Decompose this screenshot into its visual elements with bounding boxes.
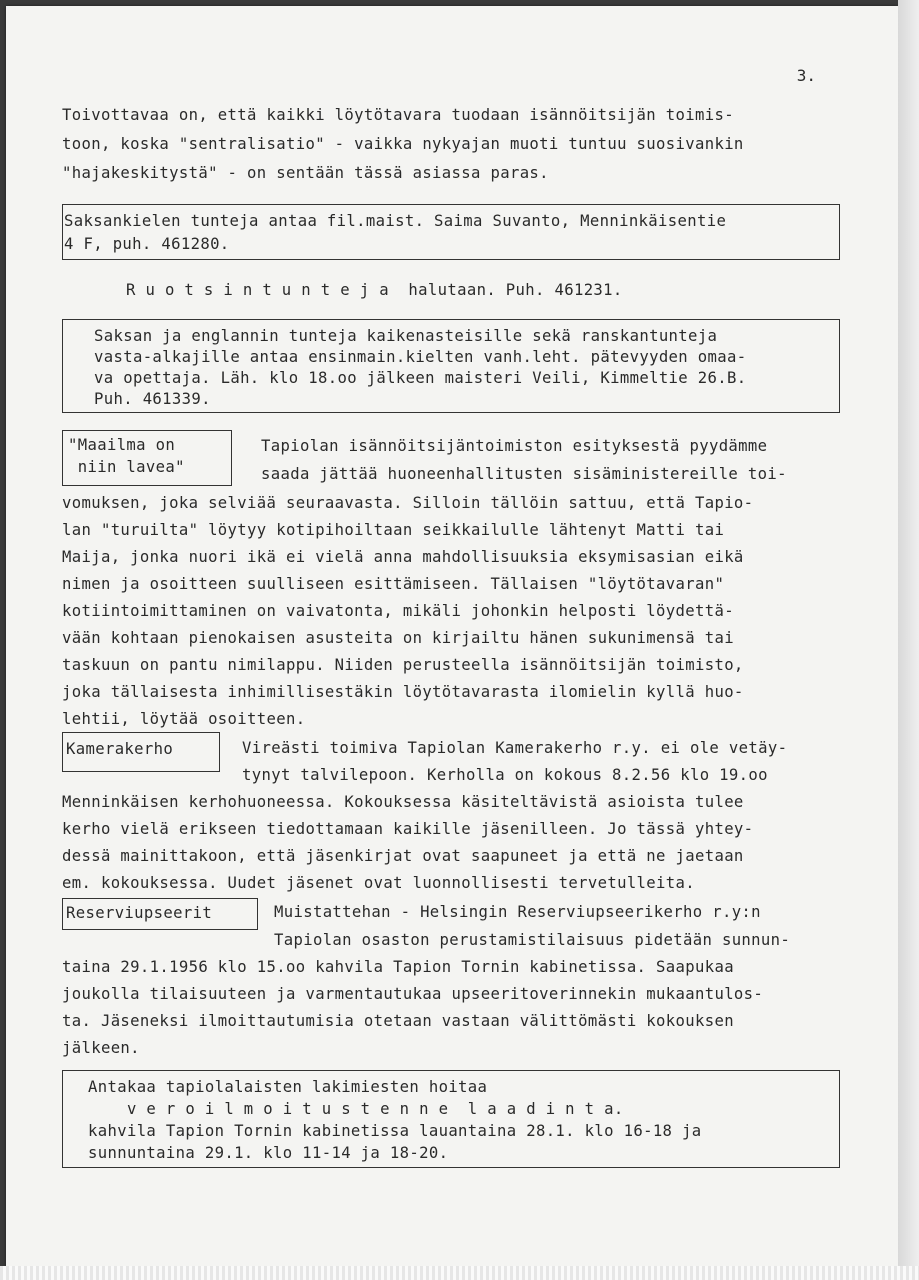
text-line: va opettaja. Läh. klo 18.oo jälkeen maisteri Veili, Kimmeltie 26.B. xyxy=(94,369,747,387)
text-line: joukolla tilaisuuteen ja varmentautukaa upseeritoverinnekin mukaantulos- xyxy=(62,985,764,1003)
text-line: Tapiolan isännöitsijäntoimiston esityksestä pyydämme xyxy=(261,437,768,455)
scanner-edge xyxy=(898,0,919,1280)
text-line: em. kokouksessa. Uudet jäsenet ovat luonnollisesti tervetulleita. xyxy=(62,874,695,892)
text-line: kerho vielä erikseen tiedottamaan kaikille jäsenilleen. Jo tässä yhtey- xyxy=(62,820,754,838)
text-line: lehtii, löytää osoitteen. xyxy=(62,710,306,728)
text-line: Saksan ja englannin tunteja kaikenasteisille sekä ranskantunteja xyxy=(94,327,718,345)
section-heading: niin lavea" xyxy=(68,458,185,476)
text-line: ta. Jäseneksi ilmoittautumisia otetaan vastaan välittömästi kokouksen xyxy=(62,1012,734,1030)
text-line: lan "turuilta" löytyy kotipihoiltaan seikkailulle lähtenyt Matti tai xyxy=(62,521,725,539)
section-heading: "Maailma on xyxy=(68,436,176,454)
scanner-strip xyxy=(0,1266,919,1280)
text-line: sunnuntaina 29.1. klo 11-14 ja 18-20. xyxy=(88,1144,449,1162)
text-line: kahvila Tapion Tornin kabinetissa lauantaina 28.1. klo 16-18 ja xyxy=(88,1122,702,1140)
text-line: Tapiolan osaston perustamistilaisuus pidetään sunnun- xyxy=(274,931,791,949)
text-line: nimen ja osoitteen suulliseen esittämiseen. Tällaisen "löytötavaran" xyxy=(62,575,725,593)
text-line: Menninkäisen kerhohuoneessa. Kokouksessa käsiteltävistä asioista tulee xyxy=(62,793,744,811)
text-line: taskuun on pantu nimilappu. Niiden perusteella isännöitsijän toimisto, xyxy=(62,656,744,674)
text-line: tynyt talvilepoon. Kerholla on kokous 8.2.56 klo 19.oo xyxy=(242,766,768,784)
text-line: kotiintoimittaminen on vaivatonta, mikäli johonkin helposti löydettä- xyxy=(62,602,734,620)
text-line: joka tällaisesta inhimillisestäkin löytötavarasta ilomielin kyllä huo- xyxy=(62,683,744,701)
text-line: vasta-alkajille antaa ensinmain.kielten vanh.leht. pätevyyden omaa- xyxy=(94,348,747,366)
text-line: saada jättää huoneenhallitusten sisäministereille toi- xyxy=(261,465,787,483)
section-heading: Kamerakerho xyxy=(66,740,174,758)
text-line: vomuksen, joka selviää seuraavasta. Silloin tällöin sattuu, että Tapio- xyxy=(62,494,754,512)
text-line: Saksankielen tunteja antaa fil.maist. Saima Suvanto, Menninkäisentie xyxy=(64,212,727,230)
text-line: Toivottavaa on, että kaikki löytötavara tuodaan isännöitsijän toimis- xyxy=(62,106,734,124)
text-line: vään kohtaan pienokaisen asusteita on kirjailtu hänen sukunimensä tai xyxy=(62,629,734,647)
text-line: Puh. 461339. xyxy=(94,390,211,408)
text-line: dessä mainittakoon, että jäsenkirjat ovat saapuneet ja että ne jaetaan xyxy=(62,847,744,865)
text-line: v e r o i l m o i t u s t e n n e l a a d i n t a. xyxy=(88,1100,624,1118)
text-line: Antakaa tapiolalaisten lakimiesten hoitaa xyxy=(88,1078,488,1096)
document-page xyxy=(6,6,898,1268)
text-line: Vireästi toimiva Tapiolan Kamerakerho r.y. ei ole vetäy- xyxy=(242,739,788,757)
text-line: taina 29.1.1956 klo 15.oo kahvila Tapion Tornin kabinetissa. Saapukaa xyxy=(62,958,734,976)
page-number: 3. xyxy=(796,66,816,85)
text-line: toon, koska "sentralisatio" - vaikka nykyajan muoti tuntuu suosivankin xyxy=(62,135,744,153)
section-heading: Reserviupseerit xyxy=(66,904,213,922)
text-line: Maija, jonka nuori ikä ei vielä anna mahdollisuuksia eksymisasian eikä xyxy=(62,548,744,566)
text-line: "hajakeskitystä" - on sentään tässä asiassa paras. xyxy=(62,164,549,182)
text-line: 4 F, puh. 461280. xyxy=(64,235,230,253)
text-line: jälkeen. xyxy=(62,1039,140,1057)
text-line: Muistattehan - Helsingin Reserviupseerikerho r.y:n xyxy=(274,903,761,921)
swedish-lessons-notice: R u o t s i n t u n t e j a halutaan. Puh. 461231. xyxy=(126,281,623,299)
